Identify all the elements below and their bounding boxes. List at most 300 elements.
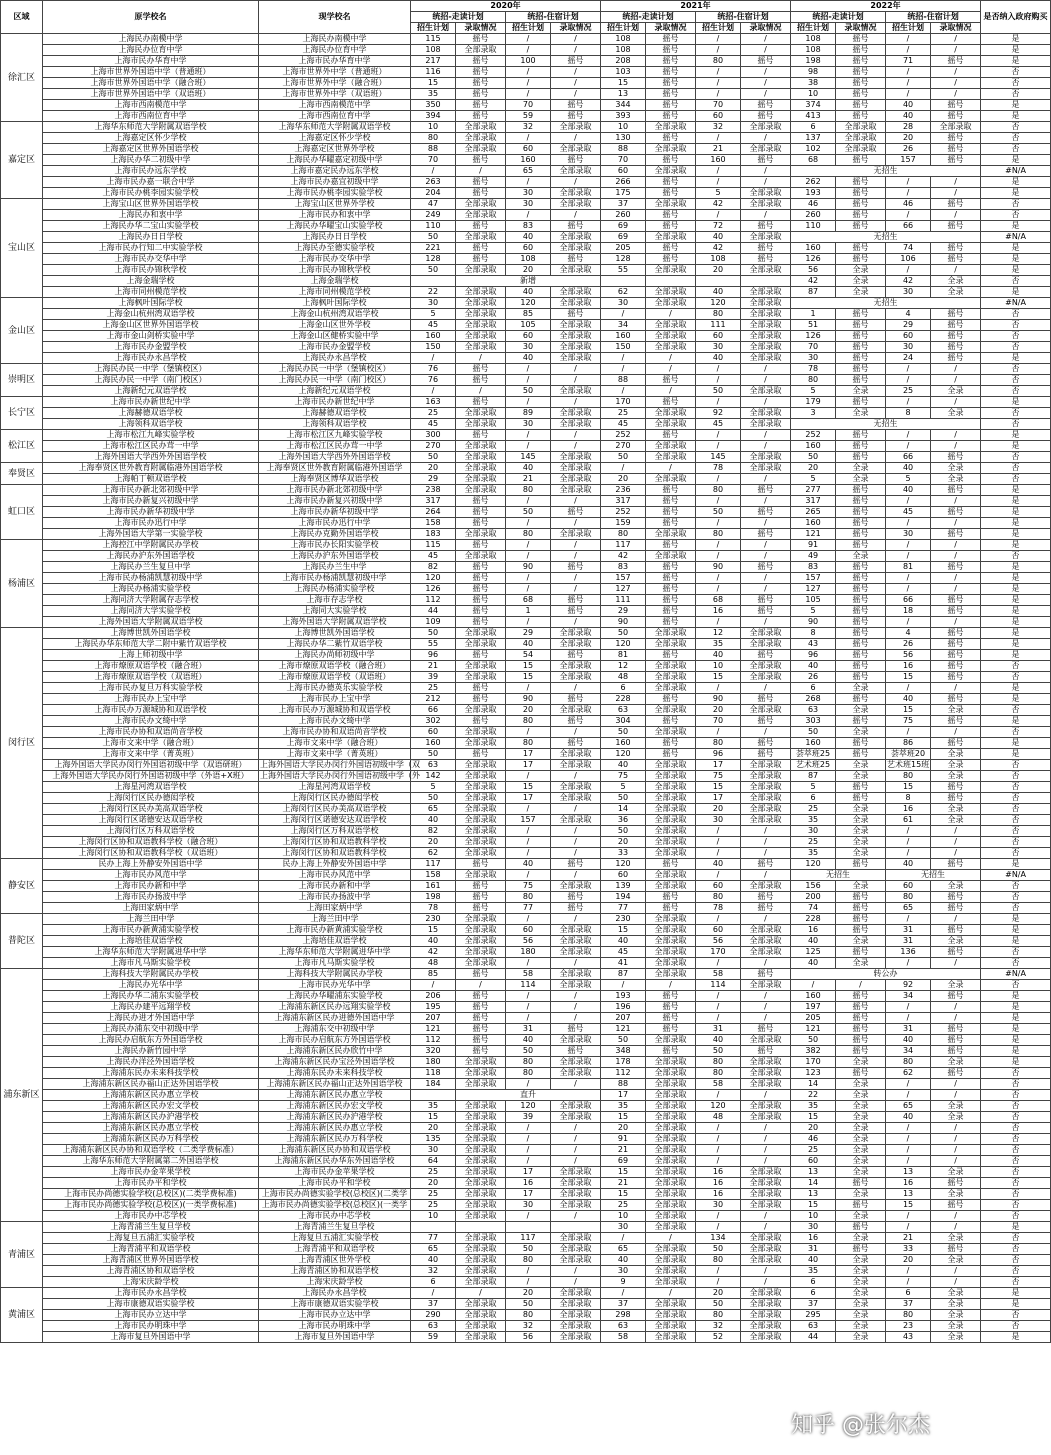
result-cell: 全录 [931,936,981,947]
gov-purchase-cell: 否 [981,331,1051,342]
result-cell: 摇号 [456,694,506,705]
result-cell: 全部录取 [741,1299,791,1310]
plan-cell: 88 [601,1079,646,1090]
plan-cell: 30 [886,529,931,540]
gov-purchase-cell: 否 [981,804,1051,815]
result-cell: 全部录取 [551,760,601,771]
plan-cell: / [411,353,456,364]
plan-cell: 6 [791,683,836,694]
table-row [1,562,1051,573]
gov-purchase-cell: 否 [981,133,1051,144]
plan-cell: 40 [791,661,836,672]
gov-purchase-cell: 是 [981,397,1051,408]
gov-purchase-cell: 是 [981,507,1051,518]
orig-school-name: 上海民办浦东交中初级中学 [43,1024,259,1035]
result-cell: 全录 [931,881,981,892]
plan-cell: 120 [696,298,741,309]
curr-school-name: 上海闵行区诺德安达双语学校 [259,815,411,826]
gov-purchase-cell: 否 [981,705,1051,716]
orig-school-name: 上海星河湾双语学校 [43,782,259,793]
result-cell: 全部录取 [551,936,601,947]
orig-school-name: 上海市民办新和中学 [43,881,259,892]
gov-purchase-cell: 是 [981,518,1051,529]
plan-cell: 87 [791,287,836,298]
plan-cell: 90 [696,562,741,573]
curr-school-name: 上海市民办新北郊初级中学 [259,485,411,496]
result-cell: 摇号 [836,573,886,584]
plan-cell: 44 [411,606,456,617]
curr-school-name: 上海市康德双语实验学校 [259,1299,411,1310]
plan-cell: 238 [411,485,456,496]
orig-school-name: 上海培佳双语学校 [43,936,259,947]
curr-school-name: 上海金瑞学校 [259,276,411,287]
result-cell: 全部录取 [456,1299,506,1310]
result-cell: 摇号 [741,606,791,617]
plan-cell: 荟萃班25 [791,749,836,760]
orig-school-name: 上海田家炳中学 [43,903,259,914]
gov-purchase-cell: 是 [981,496,1051,507]
result-cell: 摇号 [931,1024,981,1035]
result-cell: 全部录取 [646,320,696,331]
result-cell: 全部录取 [646,804,696,815]
curr-school-name: 上海浦东民办未来科技学校 [259,1068,411,1079]
plan-cell: 58 [601,1332,646,1343]
plan-cell: 50 [506,1244,551,1255]
plan-cell: 78 [696,903,741,914]
result-cell: 全部录取 [551,815,601,826]
plan-cell: 194 [601,892,646,903]
result-cell: 摇号 [646,375,696,386]
gov-purchase-cell: 是 [981,177,1051,188]
result-cell: 全部录取 [456,287,506,298]
result-cell: 全部录取 [741,320,791,331]
plan-cell: 60 [601,166,646,177]
plan-cell: 49 [791,551,836,562]
result-cell [456,1222,506,1233]
table-row [1,353,1051,364]
plan-cell: 40 [506,1035,551,1046]
plan-cell: / [601,463,646,474]
table-row [1,617,1051,628]
plan-cell: 65 [506,166,551,177]
result-cell: 全部录取 [456,144,506,155]
result-cell: 摇号 [836,1013,886,1024]
result-cell: 全部录取 [646,1321,696,1332]
district-cell: 徐汇区 [1,34,43,122]
result-cell: 全录 [836,881,886,892]
district-cell: 杨浦区 [1,540,43,628]
gov-purchase-cell: 是 [981,56,1051,67]
curr-school-name: 上海市同州模范学校 [259,287,411,298]
result-cell: 全部录取 [741,144,791,155]
plan-cell: / [886,1013,931,1024]
result-cell: 摇号 [646,89,696,100]
gov-purchase-cell: 否 [981,1090,1051,1101]
plan-cell: 5 [791,474,836,485]
header-result-col: 录取情况 [646,23,696,34]
gov-purchase-cell: 否 [981,276,1051,287]
gov-purchase-cell: 否 [981,826,1051,837]
orig-school-name: 上海外国语大学附属双语学校 [43,617,259,628]
gov-purchase-cell: 否 [981,958,1051,969]
result-cell: / [931,89,981,100]
result-cell: / [931,826,981,837]
curr-school-name: 上海外国语大学附属双语学校 [259,617,411,628]
result-cell: 全录 [931,1167,981,1178]
result-cell: 摇号 [646,496,696,507]
table-row [1,1244,1051,1255]
plan-cell: / [601,1233,646,1244]
result-cell: 全部录取 [741,1288,791,1299]
result-cell: 全录 [931,474,981,485]
plan-cell: 5 [696,188,741,199]
table-row [1,1178,1051,1189]
curr-school-name: 上海民办民一中学（堡镇校区） [259,364,411,375]
gov-purchase-cell: 否 [981,1068,1051,1079]
gov-purchase-cell: 否 [981,760,1051,771]
result-cell: 摇号 [931,100,981,111]
orig-school-name: 上海博世凯外国语学校 [43,628,259,639]
result-cell: 全部录取 [646,848,696,859]
plan-cell: / [886,188,931,199]
result-cell: / [931,1090,981,1101]
plan-cell: 55 [411,639,456,650]
plan-cell: 63 [411,760,456,771]
result-cell: / [931,78,981,89]
plan-cell: 21 [601,1178,646,1189]
result-cell: / [741,1123,791,1134]
plan-cell: 6 [791,793,836,804]
plan-cell: 207 [601,1013,646,1024]
table-row [1,89,1051,100]
orig-school-name: 上海市复旦外国语中学 [43,1332,259,1343]
orig-school-name: 上海民办华东师范大学二附中紫竹双语学校 [43,639,259,650]
gov-purchase-cell: 是 [981,1035,1051,1046]
table-row [1,804,1051,815]
result-cell: 全部录取 [741,1035,791,1046]
plan-cell: 59 [411,1332,456,1343]
plan-cell: 160 [411,738,456,749]
result-cell: 全部录取 [456,815,506,826]
plan-cell: 108 [506,254,551,265]
table-row [1,826,1051,837]
result-cell: 全部录取 [646,782,696,793]
plan-cell: / [886,1145,931,1156]
gov-purchase-cell: 否 [981,364,1051,375]
result-cell: 摇号 [836,925,886,936]
result-cell: 全部录取 [456,1211,506,1222]
curr-school-name: 上海市民办迅行中学 [259,518,411,529]
result-cell: 摇号 [836,694,886,705]
plan-cell: 40 [506,287,551,298]
table-row [1,529,1051,540]
result-cell: 摇号 [741,903,791,914]
plan-cell: / [886,1156,931,1167]
result-cell: 摇号 [836,639,886,650]
plan-cell: 72 [696,221,741,232]
plan-cell: / [886,914,931,925]
plan-cell: 121 [601,1024,646,1035]
result-cell: 全部录取 [646,144,696,155]
plan-cell: / [506,848,551,859]
result-cell: 全部录取 [646,1332,696,1343]
result-cell: / [456,353,506,364]
result-cell: 摇号 [456,584,506,595]
plan-cell: 20 [696,1288,741,1299]
table-row [1,144,1051,155]
plan-cell: 302 [411,716,456,727]
plan-cell: 26 [886,144,931,155]
plan-cell: 5 [411,309,456,320]
result-cell: 全部录取 [456,1277,506,1288]
plan-cell: 91 [601,1134,646,1145]
plan-cell: / [696,584,741,595]
plan-cell: 344 [601,100,646,111]
plan-cell: 160 [791,991,836,1002]
orig-school-name: 上海民办民一中学（南门校区） [43,375,259,386]
result-cell: 摇号 [931,56,981,67]
table-row [1,1090,1051,1101]
plan-cell: 102 [791,144,836,155]
plan-cell: 120 [411,573,456,584]
table-row [1,1189,1051,1200]
result-cell: / [741,474,791,485]
result-cell: 全部录取 [456,133,506,144]
plan-cell: 80 [696,1255,741,1266]
gov-purchase-cell: 是 [981,914,1051,925]
result-cell: 摇号 [456,243,506,254]
result-cell: 摇号 [836,903,886,914]
orig-school-name: 上海市民办新黄浦实验学校 [43,925,259,936]
plan-cell: 15 [791,1112,836,1123]
curr-school-name: 上海浦东新区民办远翔实验学校 [259,1002,411,1013]
result-cell: 全部录取 [646,1222,696,1233]
plan-cell: 252 [601,430,646,441]
header-year-2021: 2021年 [601,1,791,12]
result-cell: 全部录取 [646,1123,696,1134]
plan-cell: / [506,1079,551,1090]
plan-cell: 117 [601,540,646,551]
orig-school-name: 上海华东师范大学附属双语学校 [43,122,259,133]
plan-cell: 40 [696,859,741,870]
result-cell: 摇号 [931,155,981,166]
result-cell: 摇号 [836,650,886,661]
result-cell: / [551,177,601,188]
plan-cell: 80 [696,485,741,496]
table-row [1,243,1051,254]
plan-cell: 80 [601,529,646,540]
result-cell: 全部录取 [741,463,791,474]
result-cell: / [931,1266,981,1277]
result-cell: 摇号 [741,507,791,518]
table-row [1,815,1051,826]
plan-cell: 62 [601,287,646,298]
curr-school-name: 上海民办尚师初级中学 [259,650,411,661]
result-cell: 全部录取 [741,419,791,430]
plan-cell: 50 [696,1244,741,1255]
gov-purchase-cell: 否 [981,947,1051,958]
result-cell: 摇号 [836,606,886,617]
plan-cell: 36 [601,815,646,826]
result-cell: 全录 [836,1321,886,1332]
result-cell: 全部录取 [456,122,506,133]
result-cell: 全部录取 [456,672,506,683]
orig-school-name: 上海浦东新区民办福山正达外国语学校 [43,1079,259,1090]
result-cell: 全部录取 [646,837,696,848]
plan-cell: 22 [411,287,456,298]
result-cell: 新增 [456,276,601,287]
table-row [1,958,1051,969]
result-cell: 全部录取 [456,1321,506,1332]
plan-cell: 160 [411,331,456,342]
curr-school-name: 上海市民办尚德实验学校(总校区)(二类学 [259,1189,411,1200]
plan-cell: 112 [411,1035,456,1046]
result-cell: 全部录取 [456,771,506,782]
plan-cell: 40 [506,859,551,870]
plan-cell: 58 [506,969,551,980]
orig-school-name: 上海民办华二初级中学 [43,155,259,166]
orig-school-name: 上海市民办行知二中实验学校 [43,243,259,254]
plan-cell: 121 [791,529,836,540]
result-cell: 全部录取 [836,144,886,155]
result-cell: 全部录取 [456,760,506,771]
result-cell: / [931,1079,981,1090]
plan-cell: 17 [696,793,741,804]
result-cell: 全录 [931,804,981,815]
table-row [1,947,1051,958]
gov-purchase-cell: 否 [981,320,1051,331]
result-cell: 摇号 [646,397,696,408]
orig-school-name: 上海宝山区世界外国语学校 [43,199,259,210]
curr-school-name: 上海民办华曜宝山实验学校 [259,221,411,232]
curr-school-name: 上海青浦平和双语学校 [259,1244,411,1255]
plan-cell: 40 [696,650,741,661]
orig-school-name: 上海市松江区民办茸一中学 [43,441,259,452]
result-cell: 全部录取 [741,342,791,353]
result-cell: 全部录取 [456,958,506,969]
plan-cell: / [886,584,931,595]
plan-cell: 91 [791,540,836,551]
district-cell: 黄浦区 [1,1288,43,1343]
plan-cell: / [696,551,741,562]
result-cell: 摇号 [456,881,506,892]
result-cell: 全部录取 [836,122,886,133]
result-cell: 摇号 [551,100,601,111]
curr-school-name: 上海科技大学附属民办学校 [259,969,411,980]
plan-cell: 21 [696,144,741,155]
plan-cell: 18 [886,606,931,617]
plan-cell: 50 [411,452,456,463]
result-cell: 全部录取 [646,1134,696,1145]
plan-cell: 10 [411,122,456,133]
plan-cell: 80 [696,1057,741,1068]
header-row-1 [1,1,1051,12]
plan-cell: 5 [601,782,646,793]
plan-cell: / [696,474,741,485]
plan-cell: 66 [886,221,931,232]
header-result-col: 录取情况 [741,23,791,34]
result-cell: 摇号 [836,1068,886,1079]
plan-cell: 40 [506,232,551,243]
curr-school-name: 上海宝山区世界外学校 [259,199,411,210]
plan-cell: 228 [791,914,836,925]
plan-cell: 175 [601,188,646,199]
plan-cell: 52 [696,1332,741,1343]
result-cell: 摇号 [836,540,886,551]
plan-cell: 58 [696,969,741,980]
orig-school-name: 上海金山杭州湾双语学校 [43,309,259,320]
result-cell: 全部录取 [646,815,696,826]
plan-cell: 29 [411,474,456,485]
result-cell: / [741,1145,791,1156]
plan-cell: 17 [506,760,551,771]
plan-cell: 40 [411,936,456,947]
plan-cell: / [696,375,741,386]
result-cell: 摇号 [456,749,506,760]
plan-cell: 40 [696,287,741,298]
result-cell: 全部录取 [646,122,696,133]
gov-purchase-cell: 否 [981,67,1051,78]
plan-cell: / [886,1002,931,1013]
plan-cell: 77 [601,903,646,914]
plan-cell: 29 [886,320,931,331]
orig-school-name: 上海浦东新区民办惠立学校 [43,1123,259,1134]
table-row [1,683,1051,694]
orig-school-name: 上海青浦平和双语学校 [43,1244,259,1255]
result-cell: 全部录取 [456,1255,506,1266]
result-cell: 摇号 [646,892,696,903]
result-cell: 全部录取 [456,1189,506,1200]
gov-purchase-cell: 是 [981,1002,1051,1013]
curr-school-name: 上海闵行区民办美高双语学校 [259,804,411,815]
result-cell: 全录 [836,1299,886,1310]
header-gov-purchase: 是否纳入政府购买 [981,1,1051,34]
curr-school-name: 上海市民办新和中学 [259,881,411,892]
orig-school-name: 上海民办华二宝山实验学校 [43,221,259,232]
plan-cell: 393 [601,111,646,122]
plan-cell: 80 [696,738,741,749]
plan-cell: 303 [791,716,836,727]
plan-cell: 31 [886,925,931,936]
result-cell: 全录 [931,1288,981,1299]
plan-cell: 15 [791,1200,836,1211]
curr-school-name: 上海外国语大学民办闵行外国语初级中学（外 [260,771,420,780]
result-cell: 全录 [836,408,886,419]
result-cell: / [551,617,601,628]
result-cell: 全部录取 [456,210,506,221]
gov-purchase-cell: 否 [981,903,1051,914]
gov-purchase-cell: 否 [981,199,1051,210]
plan-cell: 40 [886,485,931,496]
plan-cell: 40 [886,100,931,111]
result-cell: 摇号 [931,947,981,958]
plan-cell: 30 [506,419,551,430]
plan-cell: / [696,518,741,529]
result-cell: 摇号 [931,1200,981,1211]
plan-cell: 159 [601,518,646,529]
plan-cell: 50 [601,628,646,639]
result-cell: 全录 [836,1233,886,1244]
district-cell: 嘉定区 [1,122,43,199]
result-cell: 全部录取 [456,661,506,672]
plan-cell: 128 [411,254,456,265]
orig-school-name: 上海市民办风范中学 [43,870,259,881]
plan-cell: 50 [506,386,551,397]
result-cell: 摇号 [551,254,601,265]
gov-purchase-cell: 否 [981,342,1051,353]
orig-school-name: 上海市民办永昌学校 [43,353,259,364]
result-cell: 全部录取 [551,1244,601,1255]
